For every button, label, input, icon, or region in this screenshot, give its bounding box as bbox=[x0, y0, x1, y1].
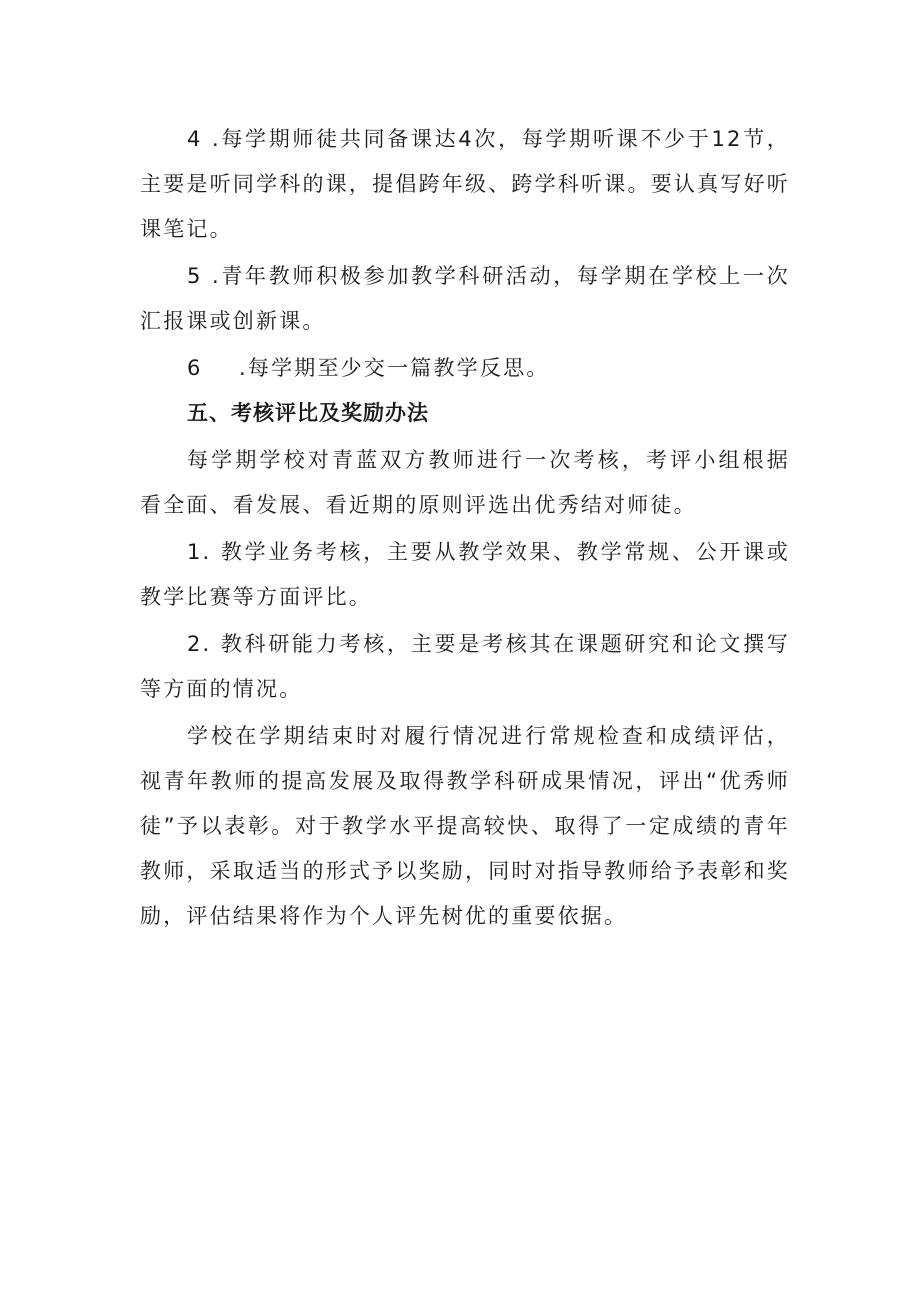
item-6-text: .每学期至少交一篇教学反思。 bbox=[239, 356, 550, 380]
item-6-number: 6 bbox=[187, 356, 203, 380]
paragraph-item-6 bbox=[140, 346, 790, 391]
paragraph-closing: 学校在学期结束时对履行情况进行常规检查和成绩评估，视青年教师的提高发展及取得教学科研成果情况，评出“优秀师徒”予以表彰。对于教学水平提高较快、取得了一定成绩的青年教师，采取适当的形式予以奖励，同时对指导教师给予表彰和奖励，评估结果将作为个人评先树优的重要依据。 bbox=[140, 724, 790, 928]
section-heading: 五、考核评比及奖励办法 bbox=[187, 401, 429, 425]
paragraph-assessment-1: 1. 教学业务考核，主要从教学效果、教学常规、公开课或教学比赛等方面评比。 bbox=[140, 540, 790, 609]
paragraph-item-4: 4 .每学期师徒共同备课达4次，每学期听课不少于12节，主要是听同学科的课，提倡跨年级、跨学科听课。要认真写好听课笔记。 bbox=[140, 127, 790, 241]
document-body bbox=[140, 117, 790, 939]
paragraph-assessment-2: 2. 教科研能力考核，主要是考核其在课题研究和论文撰写等方面的情况。 bbox=[140, 632, 790, 701]
paragraph-item-5: 5 .青年教师积极参加教学科研活动，每学期在学校上一次汇报课或创新课。 bbox=[140, 264, 790, 333]
paragraph-intro: 每学期学校对青蓝双方教师进行一次考核，考评小组根据看全面、看发展、看近期的原则评选出优秀结对师徒。 bbox=[140, 448, 790, 517]
